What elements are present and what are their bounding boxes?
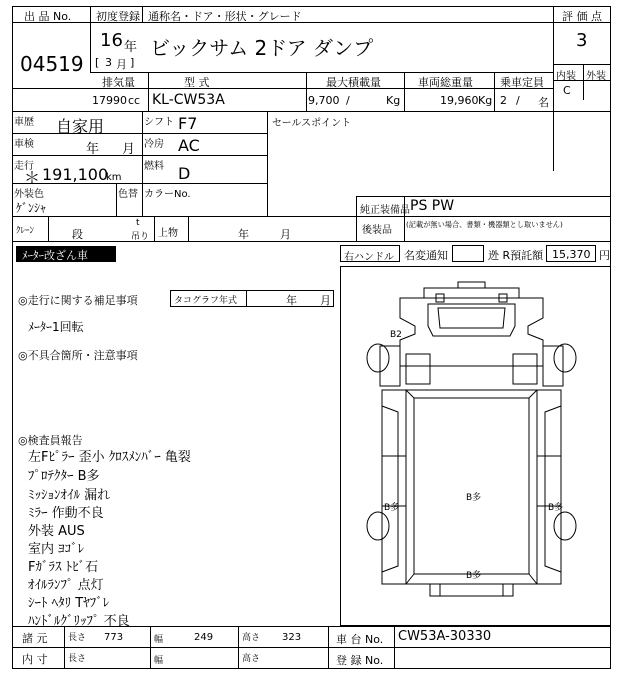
- diagram-mark-b2: B2: [390, 330, 402, 340]
- shift-value: F7: [178, 114, 198, 133]
- model-value: KL-CW53A: [152, 92, 225, 108]
- handle-label: 右ハンドル: [344, 252, 394, 263]
- model-label: 型 式: [184, 76, 210, 89]
- standard-equipment-label: 純正装備品: [360, 205, 410, 216]
- score: 3: [576, 30, 588, 51]
- inner-length-label: 長さ: [68, 654, 87, 664]
- inspection-month: 月: [122, 142, 136, 157]
- grade-label: 評 価 点: [562, 10, 602, 23]
- inspector-line: 外装 AUS: [28, 524, 85, 539]
- inspection-label: 車検: [14, 139, 34, 150]
- lot-no: 04519: [20, 52, 84, 76]
- displacement-unit: cc: [128, 94, 141, 107]
- max-load-unit: Kg: [386, 94, 401, 107]
- aircon-label: 冷房: [144, 139, 164, 150]
- inspector-line: 室内 ﾖｺﾞﾚ: [28, 542, 85, 557]
- history-label: 車歴: [14, 117, 34, 128]
- first-reg-label: 初度登録: [96, 10, 140, 23]
- diagram-mark-right: B多: [548, 503, 564, 513]
- fuel-value: D: [178, 164, 191, 183]
- max-load-label: 最大積載量: [326, 76, 381, 89]
- outer-length-label: 長さ: [68, 633, 87, 643]
- reg-no-label: 登 録 No.: [336, 654, 384, 667]
- capacity-label: 乗車定員: [500, 76, 544, 89]
- standard-equipment-value: PS PW: [410, 198, 455, 214]
- meter-note: ﾒｰﾀｰ1回転: [28, 320, 84, 334]
- inspector-title: ◎検査員報告: [18, 434, 83, 447]
- outer-height-label: 高さ: [242, 633, 261, 643]
- fuel-label: 燃料: [144, 161, 164, 172]
- color-label: 外装色: [14, 189, 44, 200]
- name-change-box: [452, 245, 484, 262]
- inspector-line: ﾐﾗｰ 作動不良: [28, 506, 104, 521]
- history-value: 自家用: [56, 117, 105, 136]
- sales-point-label: セールスポイント: [272, 118, 352, 129]
- reg-month-bracket-close: ]: [130, 56, 135, 69]
- inspector-line: ｼｰﾄ ﾍﾀﾘ Tﾔﾌﾞﾚ: [28, 596, 110, 611]
- reg-month: 3: [105, 56, 112, 69]
- crane-stage: 段: [72, 228, 83, 241]
- gross-weight-value: 19,960: [440, 94, 479, 107]
- max-load-slash: /: [346, 94, 350, 107]
- displacement-value: 17990: [92, 94, 127, 107]
- bed-month: 月: [280, 228, 291, 241]
- tacho-label: タコグラフ年式: [174, 296, 238, 306]
- capacity-slash: /: [516, 94, 520, 107]
- inspector-line: ﾊﾝﾄﾞﾙｸﾞﾘｯﾌﾟ 不良: [28, 614, 130, 629]
- tacho-month: 月: [320, 294, 331, 307]
- mileage-value: 191,100: [42, 165, 109, 184]
- color-value: ｹﾞﾝｼｬ: [16, 201, 47, 215]
- color-change-label: 色替: [118, 189, 138, 200]
- reg-year: 16: [100, 30, 123, 51]
- gross-weight-unit: Kg: [478, 94, 493, 107]
- shift-label: シフト: [144, 117, 174, 128]
- outer-dim-label: 諸 元: [22, 632, 48, 645]
- meter-banner-text: ﾒｰﾀｰ改ざん車: [22, 249, 88, 262]
- chassis-label: 車 台 No.: [336, 633, 384, 646]
- inspector-line: ﾌﾟﾛﾃｸﾀｰ B多: [28, 469, 100, 484]
- aircon-value: AC: [178, 136, 200, 155]
- outer-length: 773: [104, 632, 124, 643]
- bed-year: 年: [238, 228, 249, 241]
- inspector-line: ｵｲﾙﾗﾝﾌﾟ 点灯: [28, 578, 104, 593]
- outer-height: 323: [282, 632, 302, 643]
- mileage-label: 走行: [14, 161, 34, 172]
- inner-height-label: 高さ: [242, 654, 261, 664]
- max-load-value: 9,700: [308, 94, 340, 107]
- aftermarket-label: 後装品: [362, 225, 392, 236]
- inspector-line: ﾐｯｼｮﾝｵｲﾙ 漏れ: [28, 488, 111, 503]
- recycle-unit: 円: [599, 249, 610, 262]
- inspection-year: 年: [86, 142, 100, 157]
- color-code-label: カラーNo.: [144, 189, 191, 200]
- diagram-mark-center: B多: [466, 493, 482, 503]
- mileage-prefix: ＊: [24, 168, 41, 187]
- diagram-mark-left: B多: [384, 503, 400, 513]
- displacement-label: 排気量: [102, 76, 135, 89]
- bed-label: 上物: [158, 228, 178, 239]
- interior-value: C: [563, 84, 571, 97]
- recycle-amount: 15,370: [552, 248, 591, 261]
- supplement-title: ◎走行に関する補足事項: [18, 294, 138, 307]
- reg-year-unit: 年: [124, 40, 138, 55]
- exterior-label: 外装: [586, 71, 606, 82]
- mileage-unit: km: [106, 172, 122, 183]
- tacho-year: 年: [286, 294, 297, 307]
- interior-label: 内装: [556, 71, 576, 82]
- crane-ton: t: [136, 218, 140, 228]
- lot-no-label: 出 品 No.: [24, 10, 72, 23]
- gross-weight-label: 車両総重量: [418, 76, 473, 89]
- diagram-mark-rear: B多: [466, 571, 482, 581]
- inspector-line: Fｶﾞﾗｽ ﾄﾋﾞ石: [28, 560, 99, 575]
- name-label: 通称名・ドア・形状・グレード: [148, 10, 302, 23]
- aftermarket-note: (記載が無い場合、書類・機器類とし取いません): [406, 221, 563, 230]
- crane-hang: 吊り: [131, 232, 150, 242]
- capacity-unit: 名: [538, 96, 549, 109]
- model-name: ビックサム 2ドア ダンプ: [150, 36, 374, 60]
- outer-width: 249: [194, 632, 214, 643]
- reg-month-bracket: [: [95, 56, 100, 69]
- inspector-line: 左Fﾋﾟﾗｰ 歪小 ｸﾛｽﾒﾝﾊﾞｰ 亀裂: [28, 450, 191, 465]
- recycle-label: 迯 R預託額: [488, 249, 544, 262]
- inner-width-label: 幅: [154, 656, 164, 666]
- chassis-value: CW53A-30330: [398, 629, 492, 644]
- meter-banner: [16, 246, 116, 262]
- capacity-value: 2: [500, 94, 507, 107]
- defect-title: ◎不具合箇所・注意事項: [18, 349, 138, 362]
- reg-month-unit: 月: [116, 58, 127, 71]
- name-change-label: 名変通知: [404, 249, 448, 262]
- crane-label: ｸﾚｰﾝ: [16, 226, 35, 236]
- outer-width-label: 幅: [154, 635, 164, 645]
- inner-dim-label: 内 寸: [22, 653, 48, 666]
